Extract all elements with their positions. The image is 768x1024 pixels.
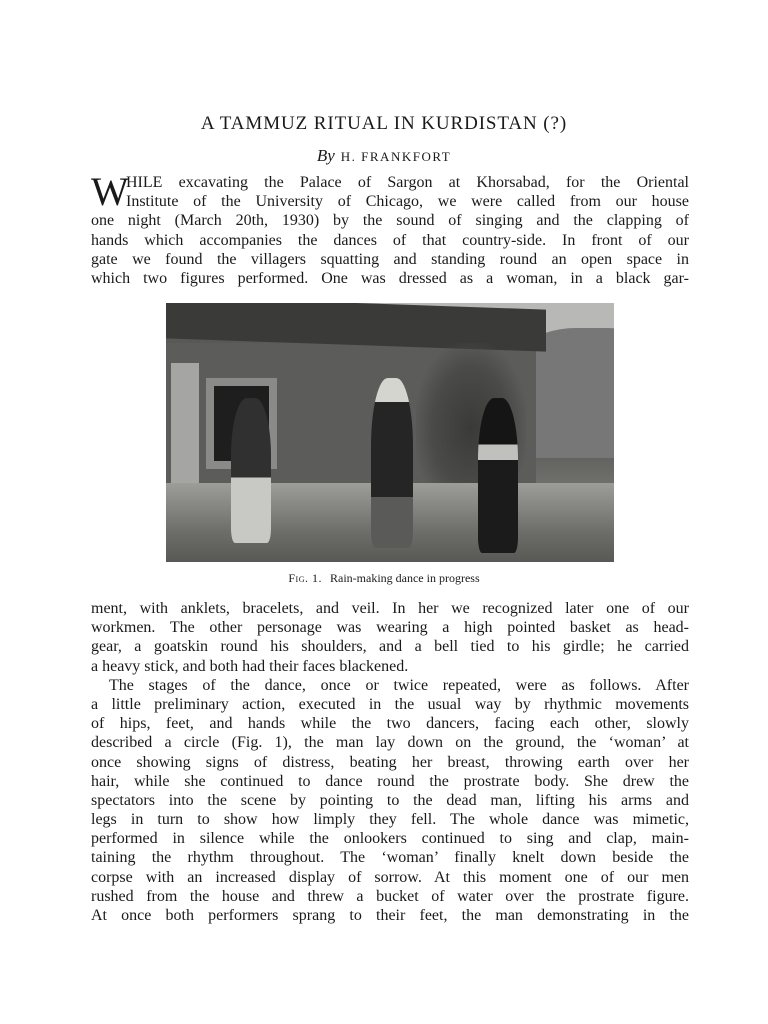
paragraph-1 (91, 169, 689, 288)
figure-label: Fig. 1. (288, 571, 322, 585)
text-line: gate we found the villagers squatting and standing round an open space in (91, 250, 689, 268)
figure-photo (166, 303, 614, 562)
text-line: a little preliminary action, executed in the usual way by rhythmic movements (91, 695, 689, 713)
paragraph-2 (91, 599, 689, 925)
photo-dancer-man (371, 378, 413, 548)
text-line: taining the rhythm throughout. The ‘woman’ finally knelt down beside the (91, 849, 689, 867)
photo-dancer-woman (478, 398, 518, 553)
text-line: hair, while she continued to dance round the prostrate body. She drew the (91, 772, 689, 790)
text-line: performed in silence while the onlookers continued to sing and clap, main- (91, 830, 689, 848)
text-line: spectators into the scene by pointing to the dead man, lifting his arms and (91, 791, 689, 809)
text-line: legs in turn to show how limply they fell. The whole dance was mimetic, (91, 811, 689, 829)
text-line: hands which accompanies the dances of that country-side. In front of our (91, 231, 689, 249)
figure-caption (0, 571, 768, 586)
text-line: HILE excavating the Palace of Sargon at Khorsabad, for the Oriental (126, 174, 689, 191)
text-line: of hips, feet, and hands while the two dancers, facing each other, slowly (91, 715, 689, 733)
text-line: once showing signs of distress, beating her breast, throwing earth over her (91, 753, 689, 771)
author-name: H. FRANKFORT (340, 149, 452, 164)
text-line: one night (March 20th, 1930) by the sound of singing and the clapping of (91, 212, 689, 230)
text-line: described a circle (Fig. 1), the man lay down on the ground, the ‘woman’ at (91, 734, 689, 752)
text-line: rushed from the house and threw a bucket of water over the prostrate figure. (91, 887, 689, 905)
byline (0, 146, 768, 166)
drop-cap: W (91, 169, 129, 214)
text-line: At once both performers sprang to their feet, the man demonstrating in the (91, 907, 689, 924)
article-title: A TAMMUZ RITUAL IN KURDISTAN (?) (200, 113, 568, 134)
text-line: corpse with an increased display of sorrow. At this moment one of our men (91, 868, 689, 886)
photo-onlooker (231, 398, 271, 543)
figure-caption-text: Rain-making dance in progress (330, 571, 480, 585)
byline-by: By (316, 146, 335, 165)
text-line: a heavy stick, and both had their faces blackened. (91, 657, 409, 675)
text-line: Institute of the University of Chicago, we were called from our house (126, 193, 689, 211)
text-line: which two figures performed. One was dressed as a woman, in a black gar- (91, 269, 689, 287)
text-line: workmen. The other personage was wearing a high pointed basket as head- (91, 619, 689, 637)
text-line: gear, a goatskin round his shoulders, and a bell tied to his girdle; he carried (91, 638, 689, 656)
text-line: ment, with anklets, bracelets, and veil. In her we recognized later one of our (91, 600, 689, 617)
text-line: The stages of the dance, once or twice repeated, were as follows. After (109, 676, 689, 694)
